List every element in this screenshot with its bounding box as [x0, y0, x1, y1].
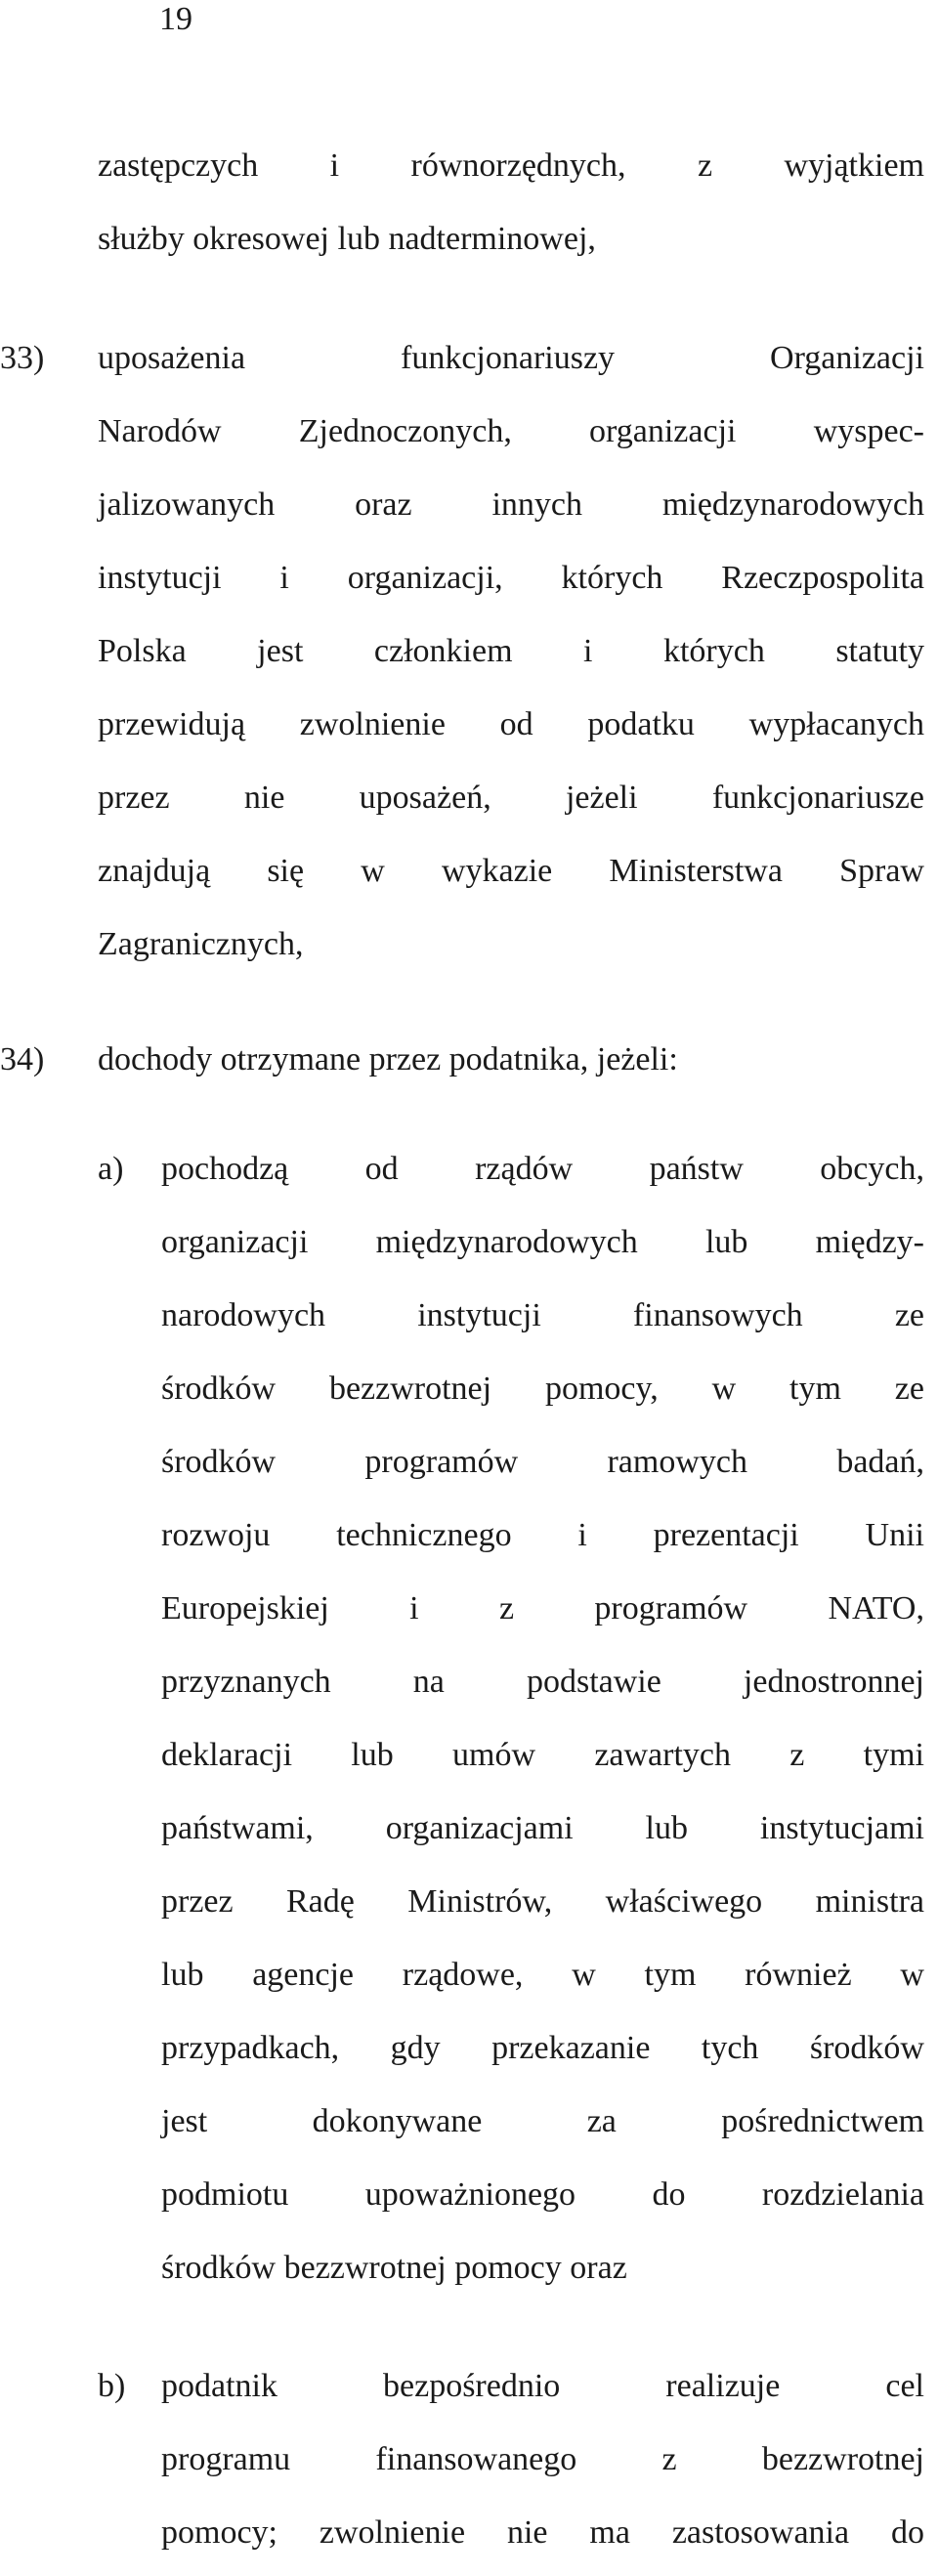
text-line: przez nie uposażeń, jeżeli funkcjonariusze — [98, 780, 924, 816]
text-line: podatnik bezpośrednio realizuje cel — [161, 2368, 924, 2404]
text-line: pochodzą od rządów państw obcych, — [161, 1151, 924, 1187]
text-line: znajdują się w wykazie Ministerstwa Spraw — [98, 853, 924, 889]
text-line: Narodów Zjednoczonych, organizacji wyspec- — [98, 413, 924, 449]
text-line: środków bezzwrotnej pomocy, w tym ze — [161, 1371, 924, 1407]
list-marker: 33) — [0, 340, 45, 376]
list-marker: a) — [98, 1151, 124, 1187]
text-line: rozwoju technicznego i prezentacji Unii — [161, 1517, 924, 1553]
text-line: środków programów ramowych badań, — [161, 1444, 924, 1480]
text-line: instytucji i organizacji, których Rzeczpospolita — [98, 560, 924, 596]
text-line: uposażenia funkcjonariuszy Organizacji — [98, 340, 924, 376]
list-marker: b) — [98, 2368, 126, 2404]
text-line: lub agencje rządowe, w tym również w — [161, 1957, 924, 1993]
text-line: Europejskiej i z programów NATO, — [161, 1590, 924, 1626]
text-line: dochody otrzymane przez podatnika, jeżeli: — [98, 1041, 678, 1077]
text-line: przyznanych na podstawie jednostronnej — [161, 1664, 924, 1700]
text-line: deklaracji lub umów zawartych z tymi — [161, 1737, 924, 1773]
text-line: programu finansowanego z bezzwrotnej — [161, 2441, 924, 2477]
text-line: zastępczych i równorzędnych, z wyjątkiem — [98, 148, 924, 184]
text-line: jest dokonywane za pośrednictwem — [161, 2103, 924, 2139]
text-line: pomocy; zwolnienie nie ma zastosowania do — [161, 2514, 924, 2551]
text-line: narodowych instytucji finansowych ze — [161, 1297, 924, 1333]
list-marker: 34) — [0, 1041, 45, 1077]
text-line: przewidują zwolnienie od podatku wypłacanych — [98, 706, 924, 742]
text-line: podmiotu upoważnionego do rozdzielania — [161, 2176, 924, 2213]
text-line: państwami, organizacjami lub instytucjami — [161, 1810, 924, 1846]
text-line: przez Radę Ministrów, właściwego ministra — [161, 1883, 924, 1920]
text-line: Zagranicznych, — [98, 926, 304, 962]
text-line: służby okresowej lub nadterminowej, — [98, 221, 596, 257]
text-line: środków bezzwrotnej pomocy oraz — [161, 2250, 627, 2286]
page-number: 19 — [159, 1, 192, 37]
text-line: jalizowanych oraz innych międzynarodowych — [98, 486, 924, 523]
text-line: organizacji międzynarodowych lub między- — [161, 1224, 924, 1260]
text-line: przypadkach, gdy przekazanie tych środków — [161, 2030, 924, 2066]
text-line: Polska jest członkiem i których statuty — [98, 633, 924, 669]
